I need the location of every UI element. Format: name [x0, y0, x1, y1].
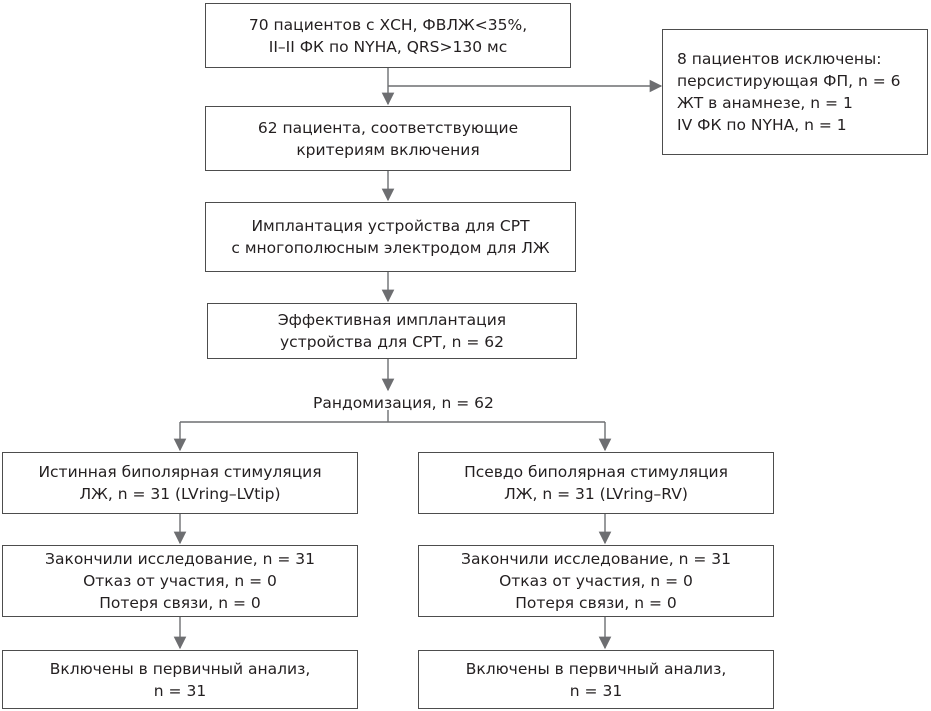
- left-analysis-line-1: Включены в первичный анализ,: [49, 659, 311, 678]
- implant-line-1: Имплантация устройства для СРТ: [251, 217, 530, 235]
- effective-line-2: устройства для СРТ, n = 62: [280, 333, 504, 351]
- right-group-line-1: Псевдо биполярная стимуляция: [464, 463, 728, 481]
- excluded-line-1: 8 пациентов исключены:: [677, 50, 882, 68]
- effective-line-1: Эффективная имплантация: [277, 311, 507, 329]
- screened-line-2: II–II ФК по NYHA, QRS>130 мс: [268, 37, 508, 56]
- eligible-box: [205, 106, 571, 171]
- excluded-line-4: IV ФК по NYHA, n = 1: [677, 116, 847, 134]
- excluded-box: [662, 29, 928, 155]
- right-analysis-line-2: n = 31: [569, 681, 623, 700]
- right-followup-line-1: Закончили исследование, n = 31: [461, 550, 731, 568]
- left-analysis-line-2: n = 31: [153, 681, 207, 700]
- left-followup-line-2: Отказ от участия, n = 0: [83, 572, 277, 590]
- right-analysis-line-1: Включены в первичный анализ,: [465, 659, 727, 678]
- left-followup-line-3: Потеря связи, n = 0: [99, 594, 261, 612]
- implant-line-2: с многополюсным электродом для ЛЖ: [231, 239, 550, 257]
- screened-line-1: 70 пациентов с ХСН, ФВЛЖ<35%,: [248, 15, 528, 34]
- right-followup-line-3: Потеря связи, n = 0: [515, 594, 677, 612]
- left-arm-group-box: [2, 452, 358, 514]
- excluded-line-3: ЖТ в анамнезе, n = 1: [677, 94, 853, 112]
- right-arm-analysis-box: [418, 650, 774, 709]
- left-arm-analysis-box: [2, 650, 358, 709]
- right-arm-group-box: [418, 452, 774, 514]
- effective-box: [207, 303, 577, 359]
- left-arm-followup-box: [2, 545, 358, 617]
- right-group-line-2: ЛЖ, n = 31 (LVring–RV): [504, 485, 688, 503]
- left-group-line-2: ЛЖ, n = 31 (LVring–LVtip): [79, 485, 281, 503]
- screened-box: [205, 3, 571, 68]
- right-arm-followup-box: [418, 545, 774, 617]
- right-followup-line-2: Отказ от участия, n = 0: [499, 572, 693, 590]
- eligible-line-1: 62 пациента, соответствующие: [257, 118, 519, 137]
- left-followup-line-1: Закончили исследование, n = 31: [45, 550, 315, 568]
- implant-box: [205, 202, 576, 272]
- excluded-line-2: персистирующая ФП, n = 6: [677, 72, 901, 90]
- left-group-line-1: Истинная биполярная стимуляция: [38, 463, 322, 481]
- randomization-label: Рандомизация, n = 62: [313, 394, 494, 412]
- eligible-line-2: критериям включения: [296, 140, 480, 159]
